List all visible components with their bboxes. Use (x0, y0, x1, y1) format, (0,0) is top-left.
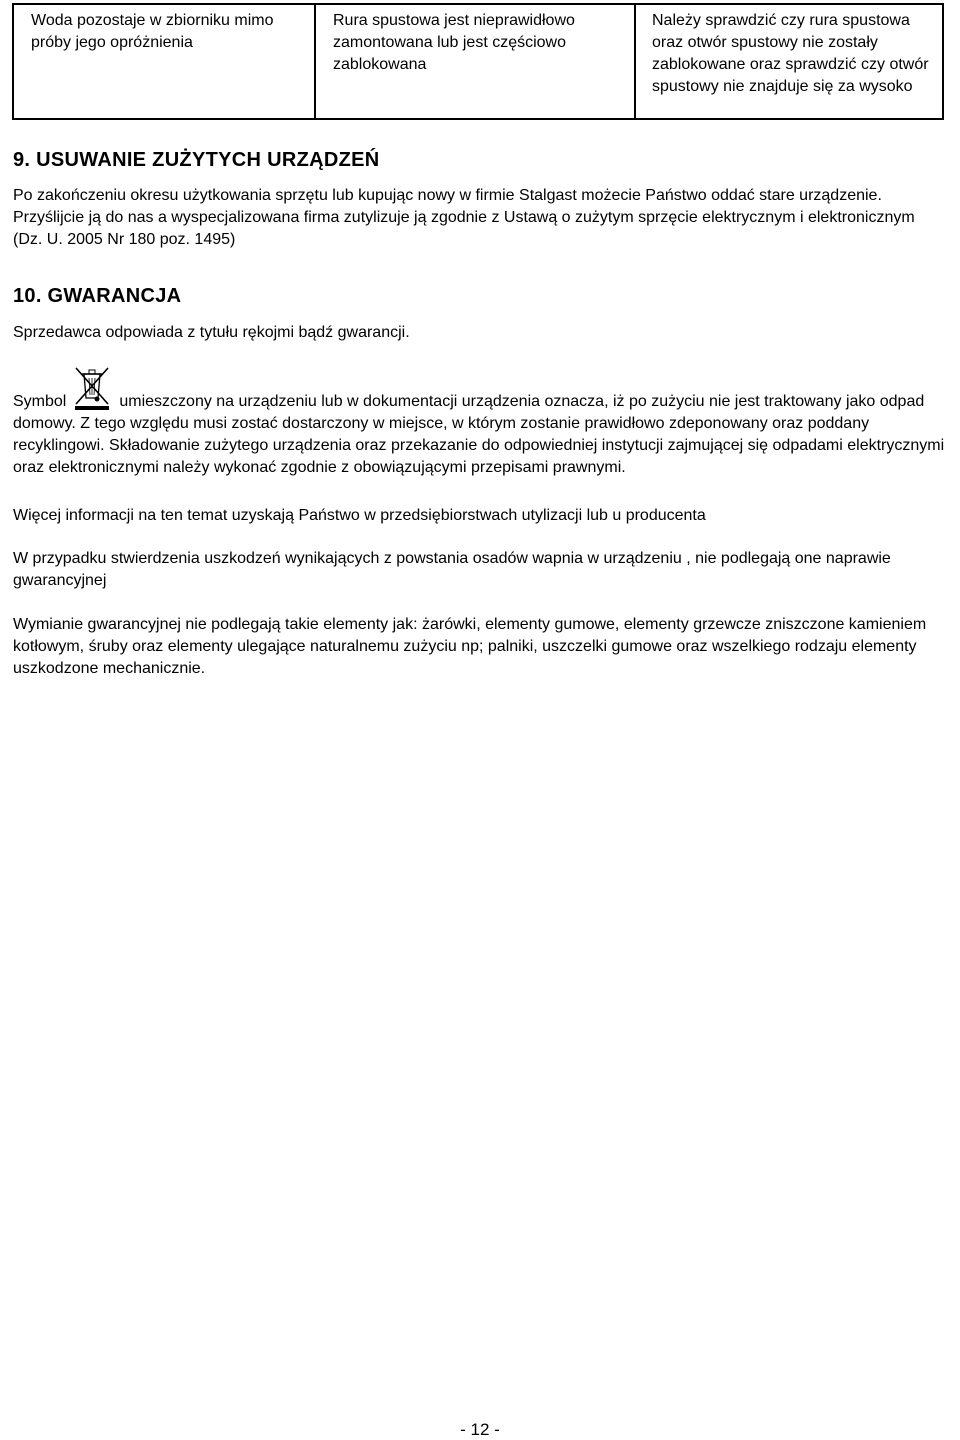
section-10-heading: 10. GWARANCJA (13, 285, 182, 307)
cause-cell: Rura spustowa jest nieprawidłowo zamontowana lub jest częściowo zablokowana (316, 5, 636, 118)
limescale-text: W przypadku stwierdzenia uszkodzeń wynikających z powstania osadów wapnia w urządzeniu , nie podlegają one naprawie gwarancyjnej (13, 550, 891, 589)
solution-cell: Należy sprawdzić czy rura spustowa oraz otwór spustowy nie zostały zablokowane oraz sprawdzić czy otwór spustowy nie znajduje się za wysoko (652, 12, 929, 95)
exclusions-text: Wymianie gwarancyjnej nie podlegają takie elementy jak: żarówki, elementy gumowe, elementy grzewcze zniszczone kamieniem kotłowym, śruby oraz elementy ulegające naturalnemu zużyciu np; palniki, uszczelki gumowe oraz wszelkiego rodzaju elementy uszkodzone mechanicznie. (13, 616, 927, 677)
problem-cell: Woda pozostaje w zbiorniku mimo próby jego opróżnienia (14, 5, 316, 118)
section-9-text: Po zakończeniu okresu użytkowania sprzętu lub kupując nowy w firmie Stalgast możecie Państwo oddać stare urządzenie. Przyślijcie ją do nas a wyspecjalizowana firma zutylizuje ją zgodnie z Ustawą o zużytym sprzęcie elektrycznym i elektronicznym (Dz. U. 2005 Nr 180 poz. 1495) (13, 187, 915, 248)
warranty-intro: Sprzedawca odpowiada z tytułu rękojmi bądź gwarancji. (13, 324, 410, 341)
symbol-paragraph (13, 364, 948, 479)
crossed-out-wheeled-bin-icon (72, 364, 112, 410)
troubleshooting-table (12, 3, 944, 120)
more-info-text: Więcej informacji na ten temat uzyskają Państwo w przedsiębiorstwach utylizacji lub u producenta (13, 507, 706, 524)
symbol-explanation: umieszczony na urządzeniu lub w dokumentacji urządzenia oznacza, iż po zużyciu nie jest traktowany jako odpad domowy. Z tego względu musi zostać dostarczony w miejsce, w którym zostanie prawidłowo zdeponowany oraz poddany recyklingowi. Składowanie zużytego urządzenia oraz przekazanie do odpowiedniej instytucji zajmującej się odpadami elektrycznymi oraz elektronicznymi należy wykonać zgodnie z obowiązującymi przepisami prawnymi. (13, 393, 945, 476)
symbol-label: Symbol (13, 393, 67, 410)
page-number: - 12 - (460, 1420, 500, 1439)
section-9-heading: 9. USUWANIE ZUŻYTYCH URZĄDZEŃ (13, 149, 380, 171)
